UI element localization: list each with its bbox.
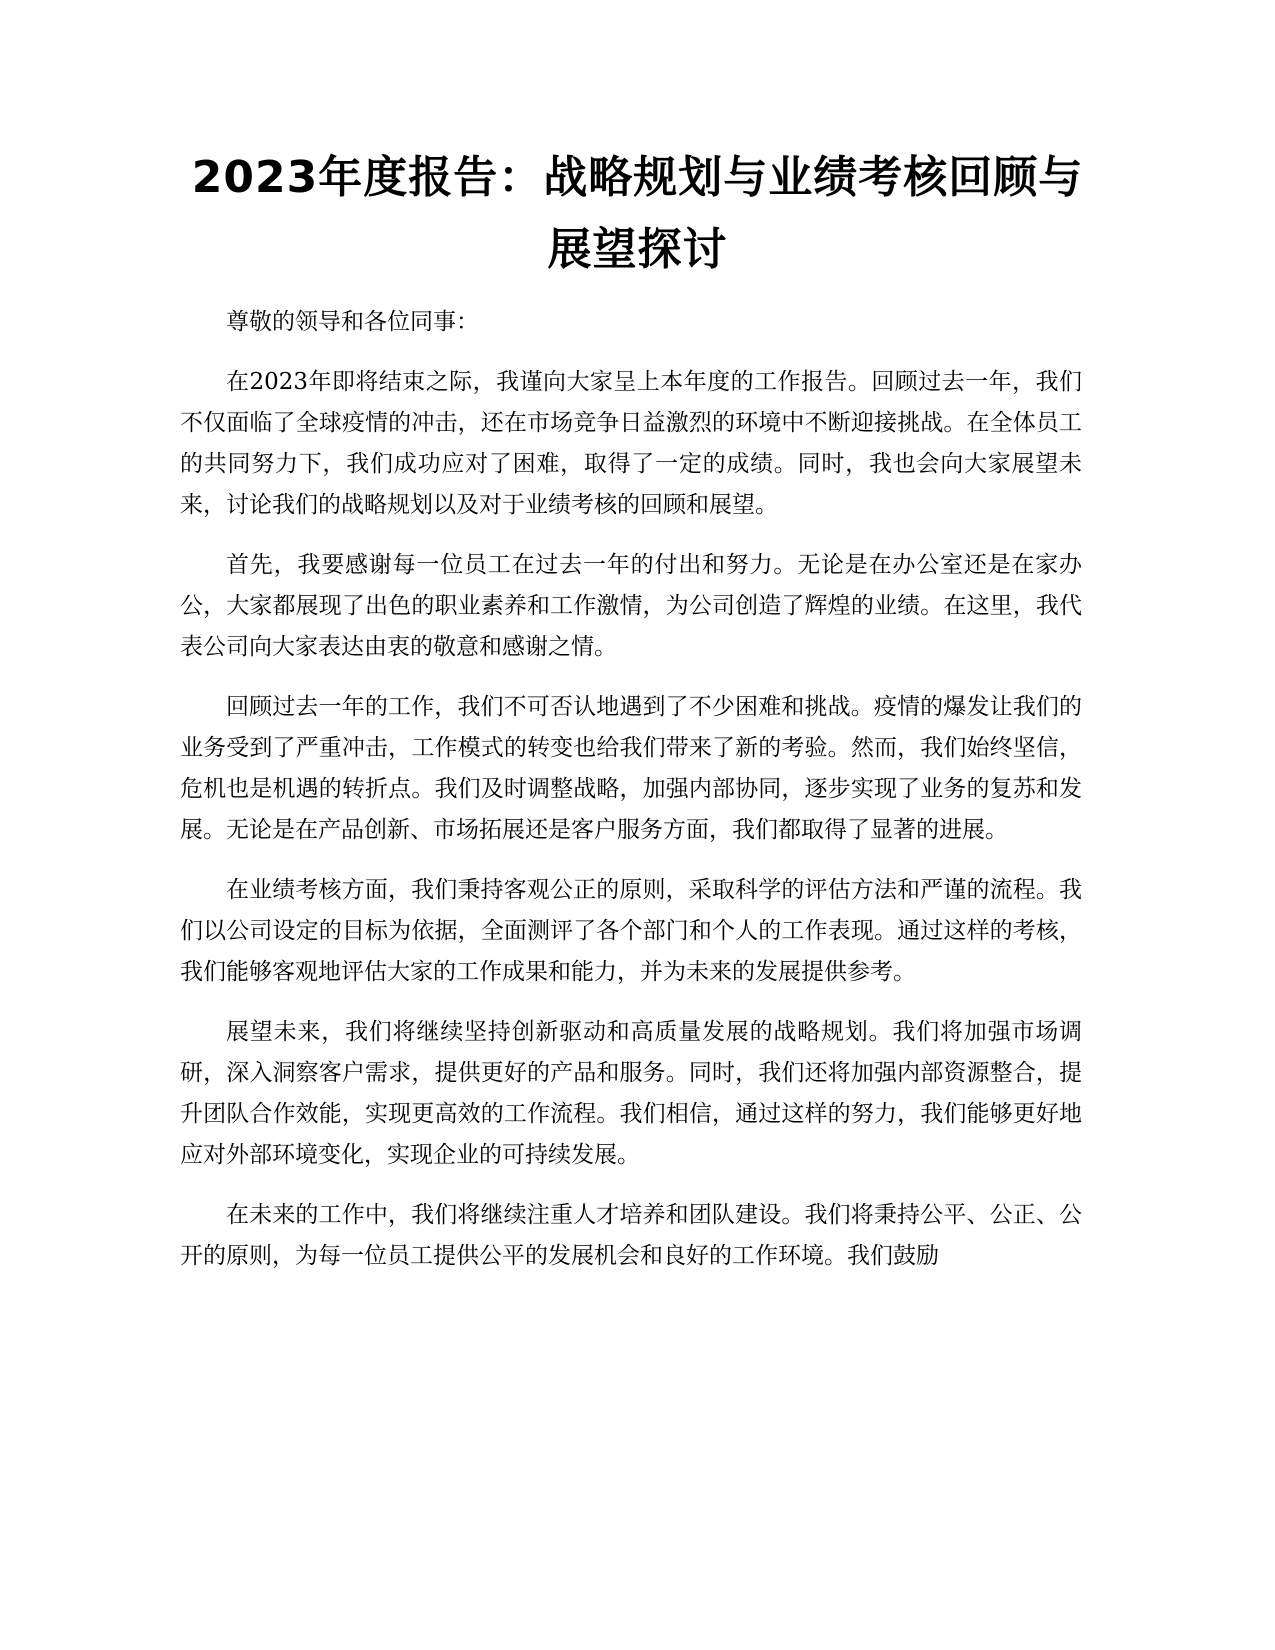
paragraph-review: 回顾过去一年的工作，我们不可否认地遇到了不少困难和挑战。疫情的爆发让我们的业务受到了严重冲击，工作模式的转变也给我们带来了新的考验。然而，我们始终坚信，危机也是机遇的转折点。我们及时调整战略，加强内部协同，逐步实现了业务的复苏和发展。无论是在产品创新、市场拓展还是客户服务方面，我们都取得了显著的进展。: [180, 694, 1082, 843]
page-title: 2023年度报告：战略规划与业绩考核回顾与展望探讨: [191, 152, 1084, 275]
greeting-paragraph: 尊敬的领导和各位同事：: [226, 309, 479, 335]
paragraph-thanks: 首先，我要感谢每一位员工在过去一年的付出和努力。无论是在办公室还是在家办公，大家都展现了出色的职业素养和工作激情，为公司创造了辉煌的业绩。在这里，我代表公司向大家表达由衷的敬意和感谢之情。: [180, 552, 1082, 660]
document-body: [180, 302, 1082, 1296]
paragraph-intro: 在2023年即将结束之际，我谨向大家呈上本年度的工作报告。回顾过去一年，我们不仅面临了全球疫情的冲击，还在市场竞争日益激烈的环境中不断迎接挑战。在全体员工的共同努力下，我们成功应对了困难，取得了一定的成绩。同时，我也会向大家展望未来，讨论我们的战略规划以及对于业绩考核的回顾和展望。: [180, 369, 1082, 518]
paragraph-outlook: 展望未来，我们将继续坚持创新驱动和高质量发展的战略规划。我们将加强市场调研，深入洞察客户需求，提供更好的产品和服务。同时，我们还将加强内部资源整合，提升团队合作效能，实现更高效的工作流程。我们相信，通过这样的努力，我们能够更好地应对外部环境变化，实现企业的可持续发展。: [180, 1019, 1082, 1168]
paragraph-talent: 在未来的工作中，我们将继续注重人才培养和团队建设。我们将秉持公平、公正、公开的原则，为每一位员工提供公平的发展机会和良好的工作环境。我们鼓励: [180, 1202, 1082, 1269]
paragraph-performance-review: 在业绩考核方面，我们秉持客观公正的原则，采取科学的评估方法和严谨的流程。我们以公司设定的目标为依据，全面测评了各个部门和个人的工作表现。通过这样的考核，我们能够客观地评估大家的工作成果和能力，并为未来的发展提供参考。: [180, 877, 1082, 985]
